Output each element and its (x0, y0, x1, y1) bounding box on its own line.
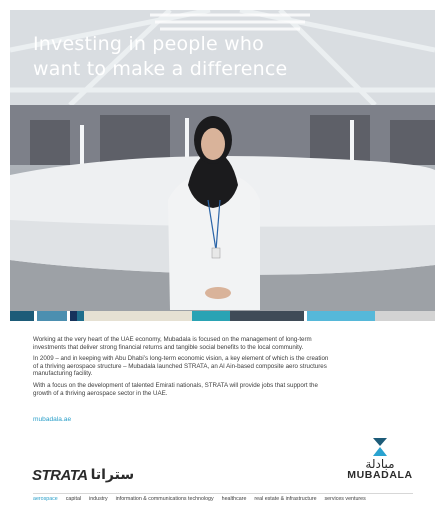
strata-logo (32, 466, 134, 484)
paragraph: In 2009 – and in keeping with Abu Dhabi’s long-term economic vision, a key element of which is the creation of a thriving aerospace structure – Mubadala launched STRATA, an Al Ain-based composite aero structures manufacturing facility. (33, 355, 329, 378)
strip-segment (307, 311, 375, 321)
sector-divider (33, 493, 413, 494)
paragraph: With a focus on the development of talented Emirati nationals, STRATA will provide jobs that support the growth of a thriving aerospace sector in the UAE. (33, 381, 318, 397)
mubadala-wordmark: MUBADALA (347, 469, 413, 481)
sector-item: services ventures (324, 496, 366, 502)
strip-segment (10, 311, 34, 321)
sector-item: industry (89, 496, 108, 502)
paragraph: Working at the very heart of the UAE economy, Mubadala is focused on the management of long-term investments that deliver strong financial returns and tangible social benefits to the local community. (33, 336, 312, 351)
mubadala-mark-icon (373, 438, 387, 456)
strip-segment (37, 311, 67, 321)
sector-item: aerospace (33, 496, 58, 502)
hero-photo (10, 10, 435, 311)
strip-segment (77, 311, 84, 321)
sector-list (33, 496, 423, 502)
headline-line-2: want to make a difference (33, 58, 288, 80)
sector-item: real estate & infrastructure (254, 496, 317, 502)
sector-item: capital (65, 496, 82, 502)
website-link[interactable]: mubadala.ae (33, 416, 72, 423)
body-copy (33, 336, 333, 401)
strip-segment (70, 311, 77, 321)
strata-arabic-wordmark: ستراتا (90, 467, 135, 483)
mubadala-arabic-wordmark: مبادلة (365, 457, 395, 471)
mubadala-logo (340, 438, 420, 488)
strip-segment (375, 311, 435, 321)
strip-segment (192, 311, 230, 321)
color-strip (10, 311, 435, 321)
sector-item: healthcare (221, 496, 247, 502)
strip-segment (230, 311, 304, 321)
headline-line-1: Investing in people who (33, 33, 264, 55)
sector-item: information & communications technology (115, 496, 214, 502)
headline (33, 32, 413, 82)
strip-segment (84, 311, 192, 321)
strata-wordmark: STRATA (32, 466, 88, 484)
